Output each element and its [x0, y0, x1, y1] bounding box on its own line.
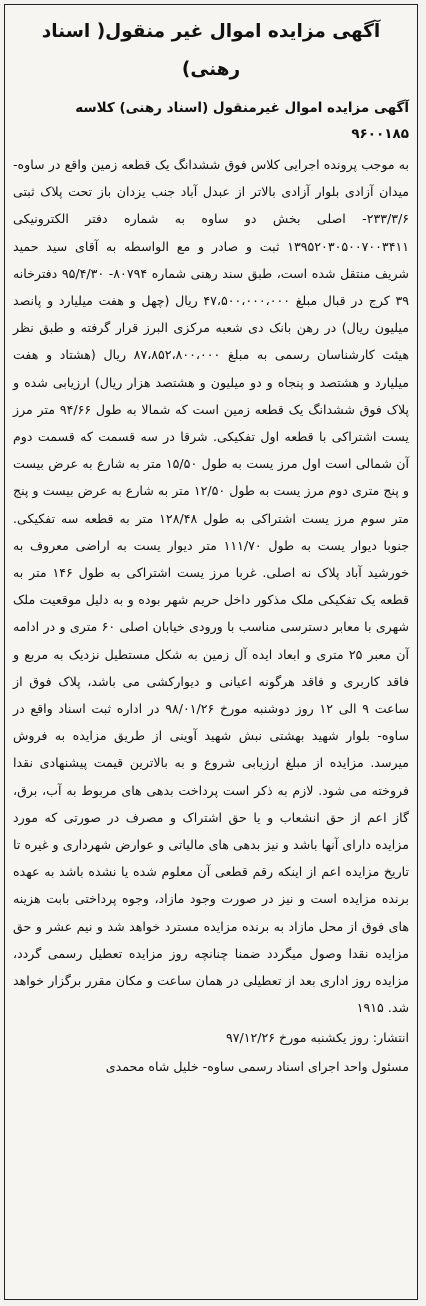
notice-body: به موجب پرونده اجرایی کلاس فوق ششدانگ یک قطعه زمین واقع در ساوه- میدان آزادی بلوار آزادی بالاتر از عبدل آباد جنب یزدان باز تحت پلاک ثبتی ۲۳۳/۳/۶- اصلی بخش دو ساوه به شماره دفتر الکترونیکی ۱۳۹۵۲۰۳۰۵۰۰۷۰۰۳۴۱۱ ثبت و صادر و مع الواسطه به آقای سید حمید شریف منتقل شده است، طبق سند رهنی شماره ۸۰۷۹۴- ۹۵/۴/۳۰ دفترخانه ۳۹ کرج در قبال مبلغ ۴۷،۵۰۰،۰۰۰،۰۰۰ ریال (چهل و هفت میلیارد و پانصد میلیون ریال) در رهن بانک دی شعبه مرکزی البرز قرار گرفته و طبق نظر هیئت کارشناسان رسمی به مبلغ ۸۷،۸۵۲،۸۰۰،۰۰۰ ریال (هشتاد و هفت میلیارد و هشتصد و پنجاه و دو میلیون و هشتصد هزار ریال) ارزیابی شده و پلاک فوق ششدانگ یک قطعه زمین است که شمالا به طول ۹۴/۶۶ متر مرز یست اشتراکی با قطعه اول تفکیکی. شرقا در سه قسمت که قسمت دوم آن شمالی است اول مرز یست به طول ۱۵/۵۰ متر به شارع به عرض بیست و پنج متری دوم مرز یست به طول ۱۲/۵۰ متر به شارع به عرض بیست و پنج متر سوم مرز یست اشتراکی به طول ۱۲۸/۴۸ متر به قطعه سه تفکیکی. جنوبا دیوار یست به طول ۱۱۱/۷۰ متر دیوار یست به اراضی معروف به خورشید آباد پلاک نه اصلی. غربا مرز یست اشتراکی به طول ۱۴۶ متر به قطعه یک تفکیکی ملک مذکور داخل حریم شهر بوده و به دلیل موقعیت ملک شهری با معابر دسترسی مناسب با ورودی خیابان اصلی ۶۰ متری و در ادامه آن معبر ۲۵ متری و ابعاد ایده آل زمین به شکل مستطیل نزدیک به مربع و فاقد کاربری و فاقد هرگونه اعیانی و دیوارکشی می باشد، پلاک فوق از ساعت ۹ الی ۱۲ روز دوشنبه مورخ ۹۸/۰۱/۲۶ در اداره ثبت اسناد واقع در ساوه- بلوار شهید بهشتی نبش شهید آوینی از طریق مزایده به فروش میرسد. مزایده از مبلغ ارزیابی شروع و به بالاترین قیمت پیشنهادی نقدا فروخته می شود. لازم به ذکر است پرداخت بدهی های مربوط به آب، برق، گاز اعم از حق انشعاب و یا حق اشتراک و مصرف در صورتی که مورد مزایده دارای آنها باشد و نیز بدهی های مالیاتی و عوارض شهرداری و غیره تا تاریخ مزایده اعم از اینکه رقم قطعی آن معلوم شده یا نشده باشد به عهده برنده مزایده است و نیز در صورت وجود مازاد، وجوه پرداختی بابت هزینه های فوق از محل مازاد به برنده مزایده مسترد خواهد شد و نیم عشر و حق مزایده نقدا وصول میگردد ضمنا چنانچه روز مزایده تعطیل رسمی گردد، مزایده روز اداری بعد از تعطیلی در همان ساعت و مکان مقرر برگزار خواهد شد. ۱۹۱۵: [13, 157, 410, 1016]
auction-notice: [13, 11, 409, 1080]
notice-title: آگهی مزایده اموال غیر منقول( اسناد رهنی): [41, 21, 381, 80]
newspaper-clipping: [4, 4, 418, 1300]
signature-line: مسئول واحد اجرای اسناد رسمی ساوه- خلیل شاه محمدی: [105, 1058, 409, 1074]
publish-date: انتشار: روز یکشنبه مورخ ۹۷/۱۲/۲۶: [225, 1029, 409, 1045]
notice-subtitle: آگهی مزایده اموال غیرمنقول (اسناد رهنی) کلاسه ۹۶۰۰۱۸۵: [75, 100, 409, 142]
